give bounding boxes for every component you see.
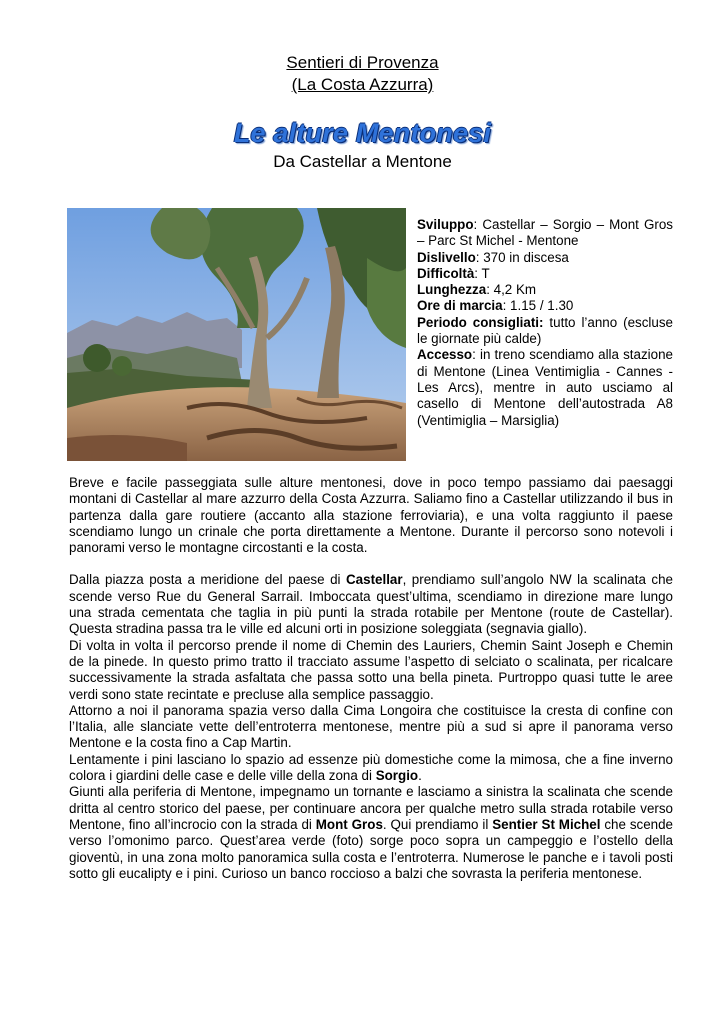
- info-value: : Castellar – Sorgio – Mont Gros – Parc St Michel - Mentone: [417, 217, 673, 249]
- info-label: Accesso: [417, 347, 473, 363]
- info-value: : in treno scendiamo alla stazione di Mentone (Linea Ventimiglia - Cannes - Les Arcs), mentre in auto usciamo al casello di Mentone dell’autostrada A8 (Ventimiglia – Marsiglia): [417, 347, 673, 428]
- info-lunghezza: [417, 282, 673, 298]
- trail-photo: [67, 208, 406, 461]
- info-periodo: [417, 315, 673, 348]
- info-label: Sviluppo: [417, 217, 474, 232]
- paragraph-castellar: [69, 572, 673, 637]
- text-run-bold: Mont Gros: [315, 816, 383, 832]
- series-title: Sentieri di Provenza: [286, 53, 439, 72]
- text-run: . Qui prendiamo il: [382, 816, 493, 832]
- info-value: : 1.15 / 1.30: [502, 298, 574, 314]
- paragraph-sorgio: [69, 752, 673, 785]
- info-label: Ore di marcia: [417, 298, 503, 314]
- info-accesso: [417, 347, 673, 428]
- paragraph-chemin: Di volta in volta il percorso prende il nome di Chemin des Lauriers, Chemin Saint Joseph e Chemin de la pinede. In questo primo tratto il tracciato assume l’aspetto di selciato o scalinata, per ricalcare successivamente la strada asfaltata che passa sotto una bella pineta. Purtroppo quasi tutte le aree verdi sono state recintate e precluse alla semplice passaggio.: [69, 637, 673, 702]
- intro-paragraph: Breve e facile passeggiata sulle alture mentonesi, dove in poco tempo passiamo dai paesaggi montani di Castellar al mare azzurro della Costa Azzurra. Saliamo fino a Castellar utilizzando il bus in partenza dalla gare routiere (accanto alla stazione ferroviaria), e una volta raggiunto il paese scendiamo lungo un crinale che porta direttamente a Mentone. Durante il percorso sono notevoli i panorami verso le montagne circostanti e la costa.: [69, 475, 673, 556]
- series-header: [0, 52, 725, 96]
- paragraph-panorama: Attorno a noi il panorama spazia verso dalla Cima Longoira che costituisce la cresta di confine con l’Italia, alle slanciate vette dell’entroterra mentonese, mentre più a sud si apre il panorama verso Mentone e la costa fino a Cap Martin.: [69, 702, 673, 751]
- route-subtitle: Da Castellar a Mentone: [273, 152, 452, 171]
- info-value: : 4,2 Km: [486, 282, 537, 298]
- series-subtitle: (La Costa Azzurra): [291, 75, 434, 94]
- article-body: [69, 475, 673, 882]
- info-value: : 370 in discesa: [475, 249, 569, 265]
- text-run-bold: Sentier St Michel: [492, 816, 601, 832]
- paragraph-mentone: [69, 784, 673, 882]
- text-run: Dalla piazza posta a meridione del paese di: [69, 572, 346, 588]
- route-info: [417, 217, 673, 429]
- info-value: tutto l’anno (escluse le giornate più calde): [417, 314, 673, 347]
- info-value: : T: [474, 265, 490, 281]
- page-title: Le alture Mentonesi: [233, 118, 492, 148]
- info-ore: [417, 298, 673, 314]
- text-run-bold: Sorgio: [375, 768, 419, 784]
- info-label: Periodo consigliati:: [417, 314, 544, 330]
- info-label: Dislivello: [417, 249, 476, 265]
- text-run: Lentamente i pini lasciano lo spazio ad essenze più domestiche come la mimosa, che a fine inverno colora i giardini delle case e delle ville della zona di: [69, 751, 673, 784]
- info-difficolta: [417, 266, 673, 282]
- text-run: .: [418, 768, 422, 784]
- text-run: , prendiamo sull’angolo NW la scalinata che scende verso Rue du General Sarrail. Imboccata quest’ultima, scendiamo in direzione mare lungo una strada cementata che taglia in più punti la strada rotabile per Mentone (route de Castellar). Questa stradina passa tra le ville ed alcuni orti in posizione soleggiata (segnavia giallo).: [69, 572, 674, 637]
- text-run: Giunti alla periferia di Mentone, impegnamo un tornante e lasciamo a sinistra la scalinata che scende dritta al centro storico del paese, per continuare ancora per qualche metro sulla strada rotabile verso Mentone, fino all’incrocio con la strada di: [69, 784, 673, 832]
- info-label: Lunghezza: [417, 282, 487, 298]
- info-label: Difficoltà: [417, 265, 475, 281]
- info-dislivello: [417, 250, 673, 266]
- info-sviluppo: [417, 217, 673, 250]
- text-run: che scende verso l’omonimo parco. Quest’area verde (foto) sorge poco sopra un campeggio e l’ostello della gioventù, in una zona molto panoramica sulla costa e l’entroterra. Numerose le panche e i tavoli posti sotto gli eucalipty e i pini. Curioso un banco roccioso a balzi che sovrasta la periferia mentonese.: [69, 816, 674, 881]
- text-run-bold: Castellar: [346, 572, 403, 588]
